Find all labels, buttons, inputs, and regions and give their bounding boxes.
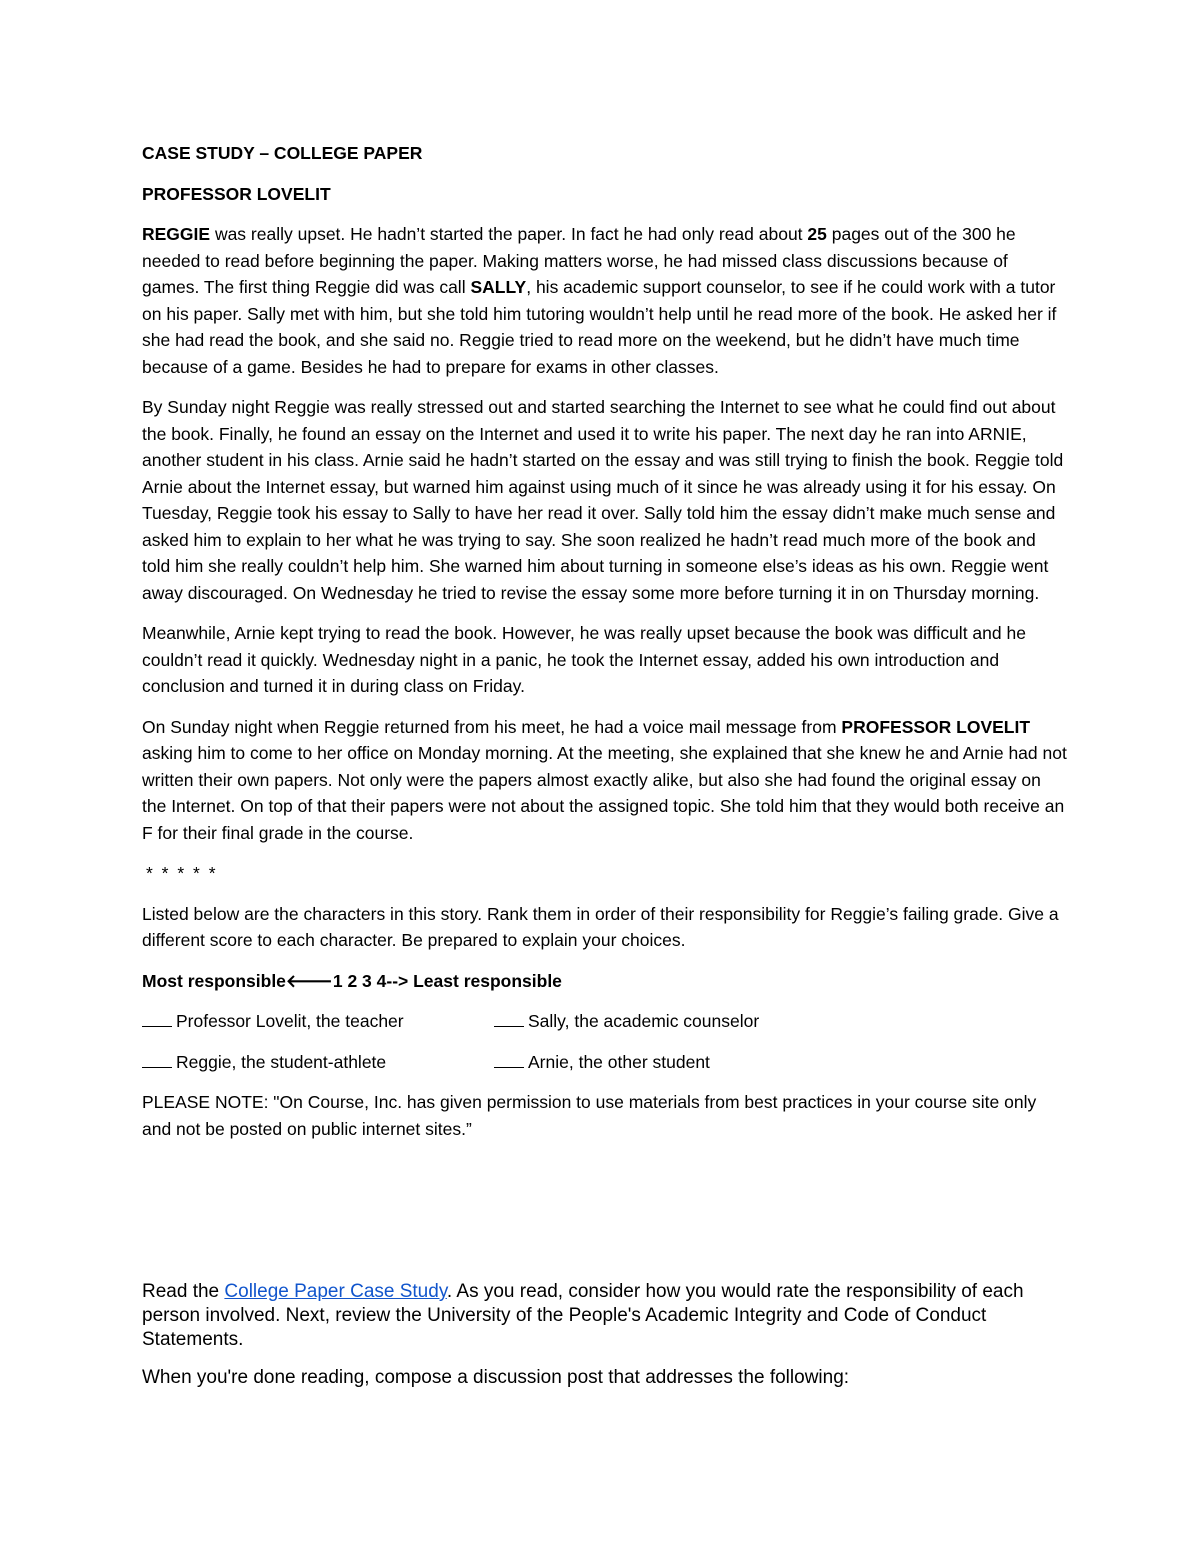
instructions-paragraph-1: Read the College Paper Case Study. As you read, consider how you would rate the responsibility of each person involved. Next, review the University of the People's Academic Integrity and Code of Conduct Statements. <box>142 1281 1024 1350</box>
rank-blank <box>142 1049 172 1068</box>
name-professor: PROFESSOR LOVELIT <box>841 716 1031 737</box>
paragraph-3: Meanwhile, Arnie kept trying to read the book. However, he was really upset because the book was difficult and he couldn’t read it quickly. Wednesday night in a panic, he took the Internet essay, added his own introduction and conclusion and turned it in during class on Friday. <box>142 623 1026 696</box>
left-arrow-icon: 🡐 <box>285 970 333 991</box>
rank-item: Professor Lovelit, the teacher <box>142 1008 494 1035</box>
section-divider: * * * * * <box>146 863 218 883</box>
paragraph-4: On Sunday night when Reggie returned from his meet, he had a voice mail message from PROFESSOR LOVELIT asking him to come to her office on Monday morning. At the meeting, she explained that she knew he and Arnie had not written their own papers. Not only were the papers almost exactly alike, but also she had found the original essay on the Internet. On top of that their papers were not about the assigned topic. She told him that they would both receive an F for their final grade in the course. <box>142 716 1067 843</box>
case-study-link[interactable]: College Paper Case Study <box>224 1281 447 1302</box>
name-reggie: REGGIE <box>142 224 211 244</box>
paragraph-5: Listed below are the characters in this story. Rank them in order of their responsibility for Reggie’s failing grade. Give a different score to each character. Be prepared to explain your choices. <box>142 903 1059 950</box>
name-sally: SALLY <box>470 277 527 297</box>
case-title: CASE STUDY – COLLEGE PAPER <box>142 143 423 163</box>
rank-row <box>142 1049 1067 1076</box>
paragraph-1: REGGIE was really upset. He hadn’t started the paper. In fact he had only read about 25 pages out of the 300 he needed to read before beginning the paper. Making matters worse, he had missed class discussions because of games. The first thing Reggie did was call SALLY, his academic support counselor, to see if he could work with a tutor on his paper. Sally met with him, but she told him tutoring wouldn’t help until he read more of the book. He asked her if she had read the book, and she said no. Reggie tried to read more on the weekend, but he didn’t have much time because of a game. Besides he had to prepare for exams in other classes. <box>142 224 1057 377</box>
rank-item: Reggie, the student-athlete <box>142 1049 494 1076</box>
rank-row <box>142 1008 1067 1035</box>
instructions <box>142 1280 1067 1404</box>
paragraph-2: By Sunday night Reggie was really stressed out and started searching the Internet to see what he could find out about the book. Finally, he found an essay on the Internet and used it to write his paper. The next day he ran into ARNIE, another student in his class. Arnie said he hadn’t started on the essay and was still trying to finish the book. Reggie told Arnie about the Internet essay, but warned him against using much of it since he was already using it for his essay. On Tuesday, Reggie took his essay to Sally to have her read it over. Sally told him the essay didn’t make much sense and asked him to explain to her what he was trying to say. She soon realized he hadn’t read much more of the book and told him she really couldn’t help him. She warned him about turning in someone else’s ideas as his own. Reggie went away discouraged. On Wednesday he tried to revise the essay some more before turning it in on Thursday morning. <box>142 397 1064 603</box>
case-subtitle: PROFESSOR LOVELIT <box>142 183 331 204</box>
case-study <box>142 140 1067 1156</box>
rank-blank <box>142 1008 172 1027</box>
rank-item: Sally, the academic counselor <box>494 1008 846 1035</box>
permission-note: PLEASE NOTE: "On Course, Inc. has given permission to use materials from best practices in your course site only and not be posted on public internet sites.” <box>142 1092 1037 1139</box>
instructions-paragraph-2: When you're done reading, compose a discussion post that addresses the following: <box>142 1367 850 1388</box>
rank-blank <box>494 1008 524 1027</box>
responsibility-scale: Most responsible🡐1 2 3 4--> Least responsible <box>142 970 562 991</box>
rank-item: Arnie, the other student <box>494 1049 846 1076</box>
rank-blank <box>494 1049 524 1068</box>
